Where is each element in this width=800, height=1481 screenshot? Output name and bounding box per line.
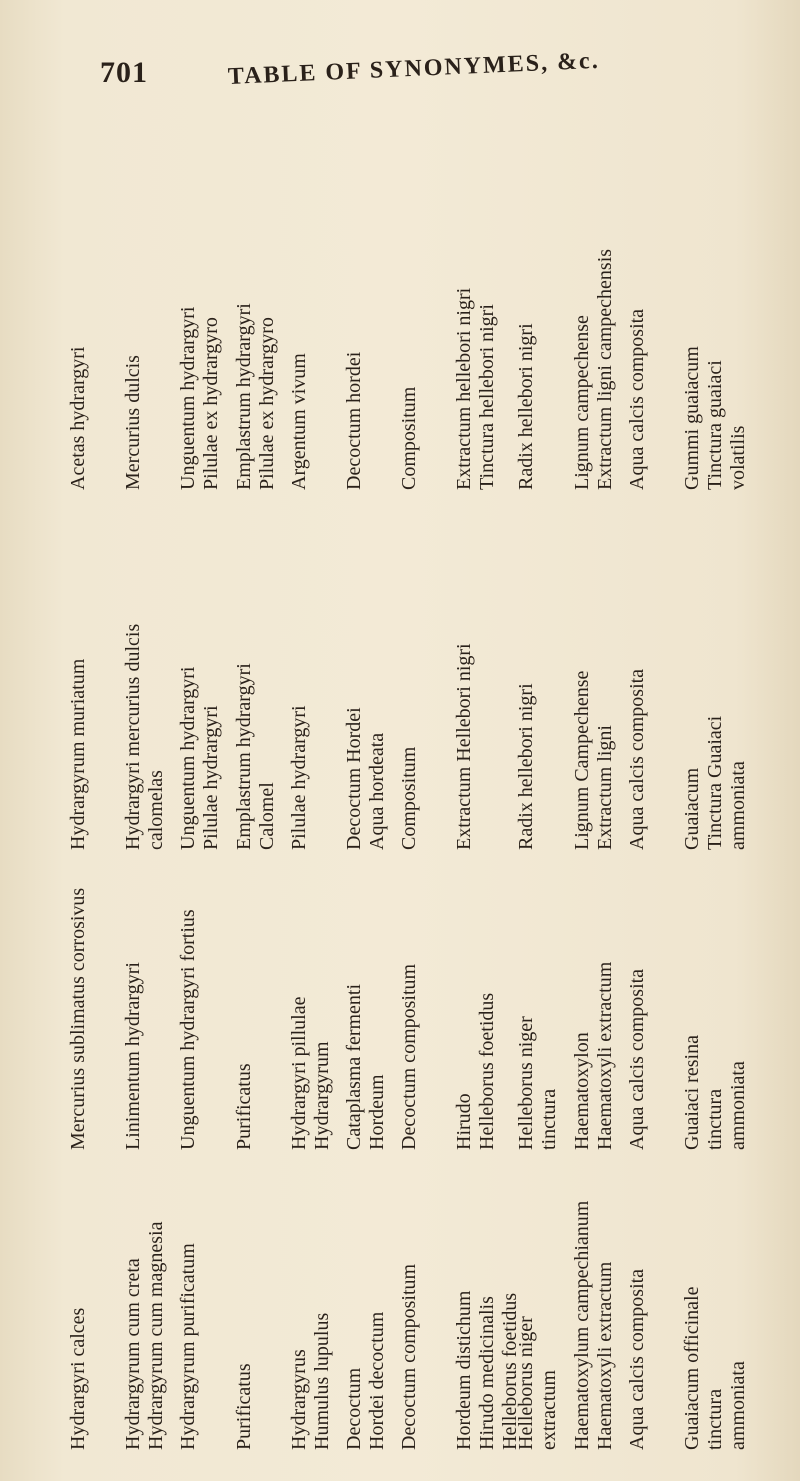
table-cell-c2 [571, 860, 626, 1160]
table-cell-c2 [515, 860, 570, 1160]
table-cell-c1 [233, 1160, 288, 1460]
table-cell-c4 [453, 120, 515, 500]
synonym-text: Guaiacum officinale [681, 1286, 704, 1450]
table-row [288, 120, 343, 1460]
table-cell-c3 [122, 500, 177, 860]
table-row [177, 120, 232, 1460]
synonym-text: Purificatus [232, 1363, 255, 1450]
table-cell-c3 [571, 500, 626, 860]
page-number: 701 [100, 56, 148, 89]
synonym-text: Guaiacum [681, 767, 704, 850]
synonym-text: Aqua calcis composita [625, 668, 648, 850]
synonym-text: Hordeum [366, 1074, 389, 1150]
table-row [122, 120, 177, 1460]
synonym-text: Hydrargyri pillulae [287, 996, 310, 1150]
synonym-table [55, 120, 755, 1460]
table-cell-c1 [681, 1160, 750, 1460]
table-cell-c1 [177, 1160, 232, 1460]
table-cell-c1 [122, 1160, 177, 1460]
table-row [233, 120, 288, 1460]
synonym-text: Lignum Campechense [570, 670, 593, 850]
table-cell-c2 [453, 860, 515, 1160]
synonym-text: Unguentum hydrargyri fortius [177, 909, 200, 1150]
table-cell-c4 [398, 120, 453, 500]
table-cell-c4 [233, 120, 288, 500]
table-cell-c1 [288, 1160, 343, 1460]
table-cell-c3 [343, 500, 398, 860]
synonym-text: Decoctum compositum [398, 963, 421, 1150]
synonym-text: Hydrargyrum cum magnesia [145, 1221, 168, 1450]
synonym-text: Guaiaci resina [681, 1035, 704, 1150]
synonym-text: Extractum ligni [593, 725, 616, 850]
synonym-text: Calomel [255, 782, 278, 850]
running-head: TABLE OF SYNONYMES, &c. [227, 47, 601, 90]
synonym-text: Decoctum Hordei [343, 707, 366, 850]
synonym-text: Decoctum [343, 1367, 366, 1450]
synonym-text: Unguentum hydrargyri [177, 306, 200, 490]
synonym-text: Extractum hellebori nigri [453, 287, 476, 490]
table-row [515, 120, 570, 1460]
table-cell-c4 [343, 120, 398, 500]
table-row [398, 120, 453, 1460]
synonym-text: Argentum vivum [287, 353, 310, 490]
synonym-text: Compositum [398, 386, 421, 490]
table-cell-c4 [681, 120, 750, 500]
synonym-text: tinctura [704, 1088, 727, 1150]
synonym-text: Mercurius dulcis [122, 355, 145, 490]
table-cell-c1 [515, 1160, 570, 1460]
synonym-text: Acetas hydrargyri [67, 346, 89, 490]
table-row [626, 120, 681, 1460]
synonym-text: Haematoxyli extractum [593, 961, 616, 1150]
synonym-text: Cataplasma fermenti [343, 983, 366, 1150]
table-cell-c3 [453, 500, 515, 860]
synonym-text: Haematoxylum campechianum [570, 1200, 593, 1450]
synonym-text: Helleborus foetidus [476, 992, 499, 1150]
table-cell-c3 [681, 500, 750, 860]
table-cell-c2 [626, 860, 681, 1160]
synonym-text: Lignum campechense [570, 315, 593, 490]
synonym-text: Haematoxylon [570, 1032, 593, 1150]
synonym-text: ammoniata [727, 1061, 750, 1150]
synonym-text: Tinctura guaiaci [704, 360, 727, 490]
synonym-text: Haematoxyli extractum [593, 1261, 616, 1450]
synonym-text: Aqua calcis composita [625, 308, 648, 490]
synonym-text: Hydrargyrum purificatum [177, 1243, 200, 1450]
table-cell-c1 [67, 1160, 122, 1460]
table-cell-c3 [288, 500, 343, 860]
table-cell-c4 [122, 120, 177, 500]
table-cell-c3 [626, 500, 681, 860]
table-cell-c1 [626, 1160, 681, 1460]
table-cell-c2 [343, 860, 398, 1160]
page-header [0, 0, 800, 110]
table-cell-c4 [626, 120, 681, 500]
table-cell-c3 [398, 500, 453, 860]
synonym-text: Extractum ligni campechensis [593, 248, 616, 490]
table-cell-c2 [681, 860, 750, 1160]
synonym-text: Hydrargyri calces [67, 1307, 89, 1450]
synonym-text: ammoniata [727, 1361, 750, 1450]
synonym-text: calomelas [145, 770, 168, 850]
table-cell-c3 [67, 500, 122, 860]
table-row [453, 120, 522, 1460]
synonym-text: Helleborus niger [515, 1016, 538, 1150]
table-cell-c1 [343, 1160, 398, 1460]
synonym-text: Pilulae ex hydrargyro [255, 317, 278, 490]
synonym-text: Hordei decoctum [366, 1311, 389, 1450]
synonym-text: ammoniata [727, 761, 750, 850]
table-row [67, 120, 122, 1460]
synonym-text: Decoctum hordei [343, 351, 366, 490]
synonym-text: Hydrargyrus [287, 1349, 310, 1450]
synonym-text: Pilulae ex hydrargyro [200, 317, 223, 490]
synonym-text: Hydrargyri mercurius dulcis [122, 623, 145, 850]
table-row [343, 120, 398, 1460]
synonym-text: Hydrargyrum cum creta [122, 1258, 145, 1450]
synonym-text: Unguentum hydrargyri [177, 666, 200, 850]
synonym-text: extractum [538, 1370, 561, 1450]
table-cell-c2 [233, 860, 288, 1160]
table-cell-c3 [515, 500, 570, 860]
synonym-text: Extractum Hellebori nigri [453, 643, 476, 850]
table-cell-c2 [122, 860, 177, 1160]
synonym-text: Radix hellebori nigri [515, 683, 538, 850]
table-row [571, 120, 626, 1460]
synonym-text: Pilulae hydrargyri [287, 705, 310, 850]
synonym-text: Radix hellebori nigri [515, 323, 538, 490]
synonym-text: Pilulae hydrargyri [200, 705, 223, 850]
table-cell-c3 [233, 500, 288, 860]
table-cell-c2 [177, 860, 232, 1160]
synonym-text: volatilis [727, 425, 750, 490]
synonym-text: Tinctura Guaiaci [704, 715, 727, 850]
table-cell-c3 [177, 500, 232, 860]
table-cell-c2 [288, 860, 343, 1160]
table-cell-c4 [515, 120, 570, 500]
synonym-text: Decoctum compositum [398, 1263, 421, 1450]
synonym-text: tinctura [538, 1088, 561, 1150]
synonym-text: Aqua hordeata [366, 732, 389, 850]
table-cell-c4 [571, 120, 626, 500]
synonym-text: Gummi guaiacum [681, 346, 704, 490]
table-row [681, 120, 750, 1460]
synonym-text: Hordeum distichum [453, 1290, 476, 1450]
synonym-text: Emplastrum hydrargyri [232, 663, 255, 850]
synonym-text: Emplastrum hydrargyri [232, 303, 255, 490]
synonym-text: Helleborus foetidus [499, 1292, 522, 1450]
synonym-text: Tinctura hellebori nigri [476, 304, 499, 490]
synonym-text: Aqua calcis composita [625, 968, 648, 1150]
table-cell-c1 [398, 1160, 453, 1460]
table-cell-c4 [67, 120, 122, 500]
synonym-text: Compositum [398, 746, 421, 850]
synonym-text: Purificatus [232, 1063, 255, 1150]
table-cell-c2 [398, 860, 453, 1160]
table-cell-c1 [453, 1160, 522, 1460]
synonym-text: Helleborus niger [515, 1316, 538, 1450]
table-cell-c4 [177, 120, 232, 500]
synonym-text: Hydrargyrum [310, 1041, 333, 1150]
table-cell-c1 [571, 1160, 626, 1460]
table-cell-c2 [67, 860, 122, 1160]
synonym-text: Mercurius sublimatus corrosivus [67, 887, 89, 1150]
synonym-text: Hirudo medicinalis [476, 1296, 499, 1450]
synonym-text: tinctura [704, 1388, 727, 1450]
synonym-text: Hydrargyrum muriatum [67, 658, 89, 850]
synonym-text: Aqua calcis composita [625, 1268, 648, 1450]
synonym-table-rows [55, 120, 755, 1460]
synonym-text: Humulus lupulus [310, 1312, 333, 1450]
synonym-text: Hirudo [453, 1093, 476, 1150]
table-cell-c4 [288, 120, 343, 500]
synonym-text: Linimentum hydrargyri [122, 962, 145, 1150]
